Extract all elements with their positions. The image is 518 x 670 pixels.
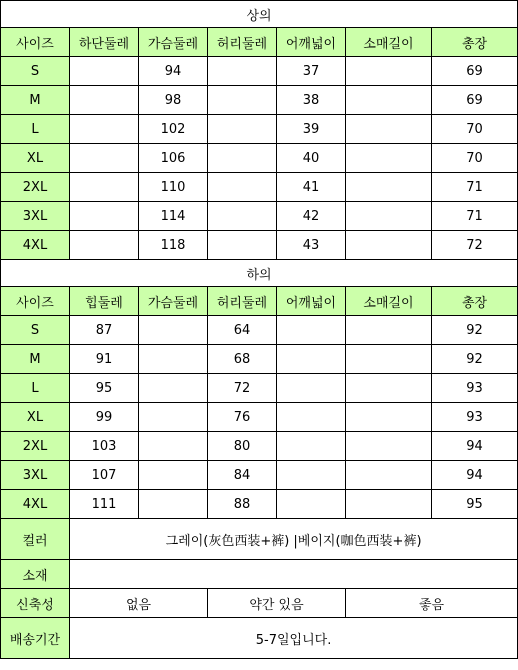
measure-cell: 103 [70,432,139,461]
header-cell: 사이즈 [1,287,70,316]
top-size-row [1,173,518,202]
measure-cell: 94 [432,432,518,461]
material-value [70,560,518,589]
size-label: XL [1,403,70,432]
measure-cell [277,374,346,403]
size-label: 2XL [1,432,70,461]
measure-cell [346,432,432,461]
measure-cell: 80 [208,432,277,461]
bottom-size-row [1,490,518,519]
size-label: 3XL [1,202,70,231]
bottom-size-row [1,316,518,345]
measure-cell: 72 [208,374,277,403]
top-size-row [1,57,518,86]
measure-cell [139,345,208,374]
measure-cell: 39 [277,115,346,144]
stretch-option-slight: 약간 있음 [208,589,346,618]
measure-cell: 102 [139,115,208,144]
measure-cell [139,461,208,490]
size-label: 2XL [1,173,70,202]
measure-cell: 69 [432,57,518,86]
measure-cell: 110 [139,173,208,202]
measure-cell [346,316,432,345]
measure-cell [208,57,277,86]
size-label: S [1,316,70,345]
bottom-size-row [1,345,518,374]
measure-cell: 68 [208,345,277,374]
size-label: L [1,374,70,403]
header-cell: 가슴둘레 [139,287,208,316]
measure-cell: 69 [432,86,518,115]
measure-cell [346,202,432,231]
measure-cell: 71 [432,202,518,231]
measure-cell: 111 [70,490,139,519]
material-row [1,560,518,589]
measure-cell: 98 [139,86,208,115]
measure-cell [139,403,208,432]
measure-cell: 91 [70,345,139,374]
measure-cell [346,144,432,173]
stretch-option-good: 좋음 [346,589,518,618]
top-size-row [1,115,518,144]
measure-cell: 71 [432,173,518,202]
header-cell: 어깨넓이 [277,28,346,57]
measure-cell [139,316,208,345]
top-size-row [1,144,518,173]
measure-cell: 72 [432,231,518,260]
measure-cell [346,490,432,519]
measure-cell [277,461,346,490]
color-value: 그레이(灰色西装+裤) |베이지(咖色西装+裤) [70,519,518,560]
measure-cell [208,144,277,173]
top-size-row [1,202,518,231]
color-row [1,519,518,560]
measure-cell [346,115,432,144]
color-label: 컬러 [1,519,70,560]
measure-cell [70,173,139,202]
header-cell: 어깨넓이 [277,287,346,316]
header-cell: 허리둘레 [208,287,277,316]
measure-cell [346,86,432,115]
measure-cell [277,403,346,432]
measure-cell: 107 [70,461,139,490]
measure-cell [346,57,432,86]
header-cell: 가슴둘레 [139,28,208,57]
measure-cell: 70 [432,144,518,173]
measure-cell: 43 [277,231,346,260]
measure-cell [346,173,432,202]
header-cell: 허리둘레 [208,28,277,57]
measure-cell: 87 [70,316,139,345]
measure-cell [70,231,139,260]
bottom-header-row [1,287,518,316]
measure-cell: 94 [432,461,518,490]
measure-cell [70,115,139,144]
measure-cell: 92 [432,345,518,374]
measure-cell: 94 [139,57,208,86]
bottom-size-row [1,461,518,490]
measure-cell [70,57,139,86]
measure-cell [208,173,277,202]
size-label: S [1,57,70,86]
measure-cell [346,461,432,490]
shipping-label: 배송기간 [1,618,70,659]
top-header-row [1,28,518,57]
measure-cell: 92 [432,316,518,345]
bottom-size-row [1,432,518,461]
shipping-value: 5-7일입니다. [70,618,518,659]
material-label: 소재 [1,560,70,589]
measure-cell [208,202,277,231]
size-label: 4XL [1,231,70,260]
measure-cell [346,374,432,403]
measure-cell: 88 [208,490,277,519]
measure-cell: 84 [208,461,277,490]
measure-cell [70,86,139,115]
header-cell: 사이즈 [1,28,70,57]
header-cell: 소매길이 [346,28,432,57]
header-cell: 하단둘레 [70,28,139,57]
measure-cell [208,231,277,260]
measure-cell: 40 [277,144,346,173]
header-cell: 힙둘레 [70,287,139,316]
top-section-title: 상의 [1,1,518,28]
header-cell: 소매길이 [346,287,432,316]
measure-cell [70,144,139,173]
measure-cell: 42 [277,202,346,231]
measure-cell: 76 [208,403,277,432]
measure-cell [346,403,432,432]
stretch-option-none: 없음 [70,589,208,618]
measure-cell [139,374,208,403]
measure-cell: 95 [432,490,518,519]
measure-cell [208,86,277,115]
measure-cell: 93 [432,374,518,403]
measure-cell: 114 [139,202,208,231]
stretch-row [1,589,518,618]
measure-cell: 93 [432,403,518,432]
top-size-row [1,86,518,115]
shipping-row [1,618,518,659]
bottom-size-row [1,403,518,432]
size-label: XL [1,144,70,173]
size-label: M [1,345,70,374]
size-label: L [1,115,70,144]
measure-cell [346,345,432,374]
top-size-row [1,231,518,260]
bottom-section-title: 하의 [1,260,518,287]
measure-cell [139,432,208,461]
stretch-label: 신축성 [1,589,70,618]
measure-cell: 38 [277,86,346,115]
measure-cell [208,115,277,144]
measure-cell: 37 [277,57,346,86]
measure-cell [277,432,346,461]
measure-cell [277,316,346,345]
measure-cell [277,490,346,519]
measure-cell [346,231,432,260]
measure-cell: 118 [139,231,208,260]
measure-cell [139,490,208,519]
header-cell: 총장 [432,287,518,316]
header-cell: 총장 [432,28,518,57]
measure-cell: 95 [70,374,139,403]
measure-cell: 70 [432,115,518,144]
measure-cell: 106 [139,144,208,173]
size-label: 4XL [1,490,70,519]
measure-cell: 41 [277,173,346,202]
size-label: M [1,86,70,115]
measure-cell: 64 [208,316,277,345]
size-label: 3XL [1,461,70,490]
bottom-size-row [1,374,518,403]
measure-cell [277,345,346,374]
measure-cell [70,202,139,231]
measure-cell: 99 [70,403,139,432]
